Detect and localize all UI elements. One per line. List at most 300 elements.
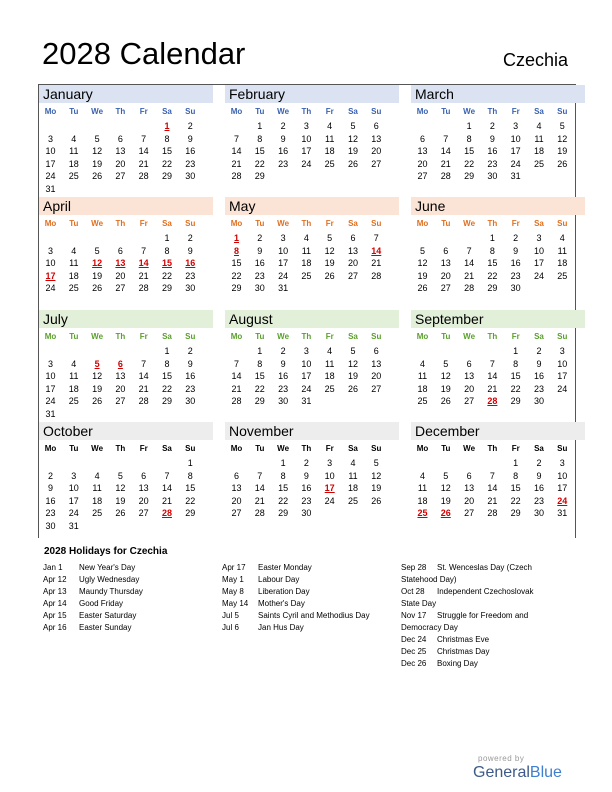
weekday-label: Fr bbox=[139, 219, 148, 228]
calendar-day: 26 bbox=[324, 270, 335, 281]
calendar-day: 22 bbox=[487, 270, 498, 281]
weekday-label: Fr bbox=[511, 444, 520, 453]
holiday-name: Easter Saturday bbox=[79, 611, 137, 620]
calendar-day: 30 bbox=[45, 521, 56, 531]
calendar-day: 14 bbox=[138, 371, 149, 382]
calendar-day: 27 bbox=[464, 396, 475, 407]
holiday-date: May 8 bbox=[222, 587, 244, 596]
calendar-day: 17 bbox=[45, 383, 56, 394]
calendar-day: 26 bbox=[557, 158, 568, 169]
calendar-day: 15 bbox=[254, 371, 265, 382]
calendar-day: 16 bbox=[278, 371, 289, 382]
holiday-entry bbox=[401, 598, 436, 610]
weekday-label: Sa bbox=[162, 219, 172, 228]
calendar-day: 21 bbox=[371, 258, 382, 269]
month-november bbox=[225, 422, 399, 534]
weekday-label: We bbox=[277, 107, 290, 116]
calendar-day: 15 bbox=[161, 371, 172, 382]
calendar-day: 19 bbox=[324, 258, 335, 269]
weekday-label: We bbox=[91, 332, 104, 341]
holiday-name: Boxing Day bbox=[437, 659, 478, 668]
weekday-label: Su bbox=[371, 107, 382, 116]
calendar-day: 23 bbox=[487, 158, 498, 169]
holiday-date: May 14 bbox=[222, 599, 249, 608]
calendar-day: 21 bbox=[161, 495, 172, 506]
calendar-day: 2 bbox=[257, 233, 263, 243]
weekday-label: Fr bbox=[511, 219, 520, 228]
calendar-day: 25 bbox=[301, 270, 312, 281]
calendar-day: 3 bbox=[559, 458, 565, 468]
calendar-day: 15 bbox=[185, 483, 196, 494]
calendar-day: 10 bbox=[510, 133, 521, 144]
month-header bbox=[225, 85, 399, 103]
calendar-day: 11 bbox=[534, 133, 544, 144]
calendar-day: 14 bbox=[440, 146, 451, 157]
month-header bbox=[39, 197, 213, 215]
calendar-day: 1 bbox=[513, 458, 519, 468]
calendar-day: 11 bbox=[69, 258, 79, 269]
calendar-day: 24 bbox=[557, 383, 568, 394]
calendar-day: 13 bbox=[464, 483, 475, 494]
calendar-day: 25 bbox=[68, 283, 79, 294]
calendar-day: 12 bbox=[371, 470, 382, 481]
calendar-day: 3 bbox=[47, 358, 53, 369]
month-name: July bbox=[43, 311, 68, 327]
calendar-day: 23 bbox=[278, 158, 289, 169]
calendar-day: 28 bbox=[371, 270, 382, 281]
holiday-name: Christmas Day bbox=[437, 647, 490, 656]
weekday-label: Mo bbox=[416, 332, 429, 341]
calendar-day: 27 bbox=[464, 508, 475, 519]
weekday-label: Fr bbox=[139, 444, 148, 453]
calendar-day: 5 bbox=[94, 133, 100, 144]
calendar-day: 18 bbox=[324, 371, 335, 382]
calendar-day: 21 bbox=[138, 383, 149, 394]
calendar-day: 14 bbox=[254, 483, 265, 494]
weekday-label: Fr bbox=[139, 107, 148, 116]
calendar-day: 25 bbox=[68, 171, 79, 182]
calendar-day: 29 bbox=[278, 508, 289, 519]
calendar-day: 22 bbox=[510, 495, 521, 506]
holiday-name: Saints Cyril and Methodius Day bbox=[258, 611, 370, 620]
weekday-label: Tu bbox=[255, 219, 265, 228]
month-name: April bbox=[43, 198, 72, 214]
month-name: May bbox=[229, 198, 256, 214]
calendar-day: 22 bbox=[161, 383, 172, 394]
calendar-day: 2 bbox=[303, 458, 309, 468]
calendar-day: 11 bbox=[69, 371, 79, 382]
calendar-day: 8 bbox=[164, 245, 170, 256]
holiday-date: Jul 5 bbox=[222, 611, 239, 620]
weekday-label: Sa bbox=[534, 219, 544, 228]
calendar-day: 30 bbox=[185, 283, 196, 294]
calendar-day: 26 bbox=[347, 158, 358, 169]
calendar-day: 11 bbox=[325, 358, 335, 369]
weekday-label: Sa bbox=[348, 332, 358, 341]
holiday-entry bbox=[401, 610, 528, 622]
holiday-name: Maundy Thursday bbox=[79, 587, 143, 596]
weekday-label: Th bbox=[487, 332, 498, 341]
calendar-day: 27 bbox=[417, 171, 428, 182]
calendar-day: 19 bbox=[371, 483, 382, 494]
weekday-label: Th bbox=[115, 444, 126, 453]
calendar-day: 10 bbox=[45, 146, 56, 157]
calendar-day: 6 bbox=[117, 133, 123, 144]
calendar-day: 19 bbox=[347, 146, 358, 157]
calendar-day: 24 bbox=[278, 270, 289, 281]
calendar-day: 5 bbox=[419, 245, 425, 256]
holiday-day: 6 bbox=[117, 358, 123, 369]
calendar-day: 15 bbox=[231, 258, 242, 269]
calendar-day: 15 bbox=[278, 483, 289, 494]
weekday-label: Th bbox=[115, 219, 126, 228]
month-name: March bbox=[415, 86, 454, 102]
weekday-label: Fr bbox=[139, 332, 148, 341]
weekday-label: Mo bbox=[44, 219, 57, 228]
month-march bbox=[411, 85, 585, 197]
calendar-day: 4 bbox=[303, 233, 309, 243]
calendar-day: 27 bbox=[115, 396, 126, 407]
calendar-grid bbox=[38, 84, 576, 538]
calendar-day: 12 bbox=[557, 133, 568, 144]
calendar-day: 16 bbox=[487, 146, 498, 157]
calendar-day: 7 bbox=[141, 358, 147, 369]
calendar-day: 13 bbox=[231, 483, 242, 494]
holiday-day: 14 bbox=[138, 258, 149, 269]
calendar-day: 24 bbox=[45, 283, 56, 294]
weekday-label: Su bbox=[185, 107, 196, 116]
calendar-day: 7 bbox=[141, 245, 147, 256]
weekday-label: Fr bbox=[325, 219, 334, 228]
calendar-day: 30 bbox=[533, 508, 544, 519]
calendar-day: 18 bbox=[417, 383, 428, 394]
calendar-day: 10 bbox=[45, 258, 56, 269]
calendar-day: 13 bbox=[417, 146, 428, 157]
calendar-day: 31 bbox=[557, 508, 568, 519]
calendar-day: 4 bbox=[71, 245, 77, 256]
weekday-label: Sa bbox=[348, 219, 358, 228]
calendar-day: 4 bbox=[419, 358, 425, 369]
calendar-day: 10 bbox=[557, 358, 568, 369]
weekday-label: Su bbox=[557, 219, 568, 228]
calendar-day: 27 bbox=[440, 283, 451, 294]
weekday-label: Tu bbox=[69, 444, 79, 453]
calendar-day: 11 bbox=[325, 133, 335, 144]
weekday-label: Mo bbox=[230, 107, 243, 116]
holiday-date: Sep 28 bbox=[401, 563, 427, 572]
calendar-day: 6 bbox=[373, 121, 379, 131]
calendar-day: 20 bbox=[464, 495, 475, 506]
calendar-day: 11 bbox=[301, 245, 312, 256]
holiday-date: Oct 28 bbox=[401, 587, 425, 596]
calendar-day: 16 bbox=[185, 146, 196, 157]
calendar-day: 16 bbox=[278, 146, 289, 157]
calendar-day: 26 bbox=[440, 396, 451, 407]
weekday-label: We bbox=[277, 332, 290, 341]
weekday-label: Mo bbox=[230, 332, 243, 341]
calendar-day: 7 bbox=[489, 358, 495, 369]
holiday-date: Dec 26 bbox=[401, 659, 427, 668]
weekday-label: Tu bbox=[255, 332, 265, 341]
calendar-day: 9 bbox=[303, 470, 309, 481]
holiday-name: St. Wenceslas Day (Czech bbox=[437, 563, 532, 572]
calendar-day: 7 bbox=[489, 470, 495, 481]
calendar-day: 9 bbox=[536, 358, 542, 369]
calendar-day: 7 bbox=[257, 470, 263, 481]
calendar-day: 14 bbox=[487, 371, 498, 382]
calendar-day: 17 bbox=[301, 146, 312, 157]
weekday-label: Su bbox=[557, 444, 568, 453]
calendar-day: 6 bbox=[141, 470, 147, 481]
holiday-name: Liberation Day bbox=[258, 587, 310, 596]
weekday-label: We bbox=[91, 107, 104, 116]
calendar-day: 30 bbox=[185, 396, 196, 407]
month-header bbox=[225, 310, 399, 328]
calendar-day: 12 bbox=[440, 483, 451, 494]
calendar-day: 18 bbox=[324, 146, 335, 157]
calendar-day: 22 bbox=[161, 158, 172, 169]
calendar-day: 16 bbox=[533, 483, 544, 494]
calendar-day: 9 bbox=[513, 245, 519, 256]
calendar-day: 1 bbox=[257, 346, 263, 356]
holiday-date: Apr 14 bbox=[43, 599, 67, 608]
calendar-day: 18 bbox=[347, 483, 358, 494]
calendar-day: 5 bbox=[350, 121, 356, 131]
holiday-name: Easter Sunday bbox=[79, 623, 132, 632]
holiday-day: 17 bbox=[45, 270, 56, 281]
month-header bbox=[225, 422, 399, 440]
calendar-day: 10 bbox=[301, 358, 312, 369]
calendar-day: 22 bbox=[231, 270, 242, 281]
holiday-day: 12 bbox=[92, 258, 103, 269]
month-header bbox=[411, 422, 585, 440]
holiday-date: Jul 6 bbox=[222, 623, 239, 632]
calendar-day: 9 bbox=[536, 470, 542, 481]
calendar-day: 4 bbox=[559, 233, 565, 243]
holiday-entry bbox=[401, 634, 489, 646]
calendar-day: 27 bbox=[115, 283, 126, 294]
country-label: Czechia bbox=[502, 50, 568, 70]
weekday-label: We bbox=[277, 444, 290, 453]
holiday-entry bbox=[401, 658, 478, 670]
calendar-day: 20 bbox=[371, 146, 382, 157]
calendar-day: 19 bbox=[92, 158, 103, 169]
calendar-day: 30 bbox=[278, 396, 289, 407]
calendar-day: 17 bbox=[278, 258, 289, 269]
calendar-day: 14 bbox=[464, 258, 475, 269]
calendar-day: 14 bbox=[138, 146, 149, 157]
holiday-day: 5 bbox=[94, 358, 100, 369]
holiday-entry bbox=[43, 622, 131, 634]
calendar-day: 5 bbox=[443, 470, 449, 481]
calendar-day: 27 bbox=[347, 270, 358, 281]
calendar-day: 10 bbox=[324, 470, 335, 481]
calendar-day: 29 bbox=[254, 396, 265, 407]
holiday-name: Statehood Day) bbox=[401, 575, 457, 584]
holiday-day: 24 bbox=[557, 495, 568, 506]
calendar-day: 16 bbox=[510, 258, 521, 269]
holiday-entry bbox=[401, 574, 457, 586]
calendar-day: 15 bbox=[510, 371, 521, 382]
calendar-day: 10 bbox=[278, 245, 289, 256]
weekday-label: Tu bbox=[69, 332, 79, 341]
weekday-label: Tu bbox=[255, 444, 265, 453]
weekday-label: Fr bbox=[511, 332, 520, 341]
calendar-day: 29 bbox=[161, 283, 172, 294]
logo-general: General bbox=[473, 764, 530, 781]
calendar-day: 30 bbox=[533, 396, 544, 407]
calendar-day: 4 bbox=[419, 470, 425, 481]
holiday-name: Good Friday bbox=[79, 599, 124, 608]
calendar-day: 12 bbox=[440, 371, 451, 382]
calendar-day: 4 bbox=[536, 121, 542, 131]
calendar-day: 19 bbox=[440, 495, 451, 506]
calendar-day: 22 bbox=[464, 158, 475, 169]
calendar-day: 28 bbox=[231, 171, 242, 182]
calendar-day: 29 bbox=[510, 508, 521, 519]
weekday-label: Mo bbox=[230, 444, 243, 453]
weekday-label: Th bbox=[301, 444, 312, 453]
calendar-day: 16 bbox=[185, 371, 196, 382]
calendar-day: 1 bbox=[513, 346, 519, 356]
calendar-day: 18 bbox=[417, 495, 428, 506]
holiday-entry bbox=[43, 562, 135, 574]
weekday-label: We bbox=[91, 444, 104, 453]
calendar-day: 26 bbox=[92, 396, 103, 407]
calendar-day: 25 bbox=[533, 158, 544, 169]
calendar-day: 31 bbox=[68, 521, 79, 531]
holiday-entry bbox=[43, 586, 143, 598]
calendar-day: 9 bbox=[187, 133, 193, 144]
calendar-day: 13 bbox=[440, 258, 451, 269]
calendar-day: 13 bbox=[138, 483, 149, 494]
holiday-name: Mother's Day bbox=[258, 599, 305, 608]
weekday-label: Tu bbox=[441, 444, 451, 453]
calendar-day: 10 bbox=[533, 245, 544, 256]
calendar-day: 27 bbox=[371, 158, 382, 169]
calendar-day: 15 bbox=[464, 146, 475, 157]
weekday-label: We bbox=[463, 219, 476, 228]
weekday-label: Su bbox=[371, 332, 382, 341]
calendar-day: 15 bbox=[510, 483, 521, 494]
calendar-day: 19 bbox=[440, 383, 451, 394]
calendar-day: 5 bbox=[373, 458, 379, 468]
weekday-label: Sa bbox=[162, 444, 172, 453]
month-header bbox=[411, 310, 585, 328]
calendar-day: 7 bbox=[233, 358, 239, 369]
weekday-label: We bbox=[277, 219, 290, 228]
weekday-label: Su bbox=[185, 444, 196, 453]
calendar-day: 21 bbox=[138, 158, 149, 169]
calendar-day: 19 bbox=[115, 495, 126, 506]
calendar-day: 19 bbox=[417, 270, 428, 281]
calendar-day: 17 bbox=[45, 158, 56, 169]
month-name: January bbox=[43, 86, 93, 102]
calendar-day: 17 bbox=[510, 146, 521, 157]
calendar-day: 18 bbox=[533, 146, 544, 157]
calendar-day: 30 bbox=[487, 171, 498, 182]
calendar-day: 7 bbox=[233, 133, 239, 144]
calendar-day: 23 bbox=[254, 270, 265, 281]
calendar-day: 28 bbox=[138, 396, 149, 407]
calendar-day: 3 bbox=[303, 121, 309, 131]
holiday-date: Nov 17 bbox=[401, 611, 427, 620]
weekday-label: Tu bbox=[441, 219, 451, 228]
calendar-day: 21 bbox=[487, 383, 498, 394]
holiday-day: 26 bbox=[440, 508, 451, 519]
calendar-day: 28 bbox=[487, 508, 498, 519]
weekday-label: Sa bbox=[348, 107, 358, 116]
weekday-label: Th bbox=[115, 107, 126, 116]
calendar-day: 12 bbox=[92, 371, 103, 382]
calendar-day: 1 bbox=[257, 121, 263, 131]
calendar-day: 26 bbox=[92, 283, 103, 294]
calendar-day: 3 bbox=[536, 233, 542, 243]
holiday-date: Apr 16 bbox=[43, 623, 67, 632]
holiday-date: Dec 25 bbox=[401, 647, 427, 656]
weekday-label: Tu bbox=[69, 219, 79, 228]
calendar-day: 23 bbox=[45, 508, 56, 519]
calendar-day: 20 bbox=[115, 383, 126, 394]
calendar-day: 2 bbox=[489, 121, 495, 131]
month-name: November bbox=[229, 423, 294, 439]
calendar-day: 20 bbox=[464, 383, 475, 394]
month-header bbox=[411, 85, 585, 103]
weekday-label: Mo bbox=[44, 332, 57, 341]
calendar-day: 10 bbox=[45, 371, 56, 382]
calendar-day: 1 bbox=[466, 121, 472, 131]
calendar-day: 20 bbox=[115, 158, 126, 169]
calendar-day: 8 bbox=[164, 358, 170, 369]
calendar-day: 4 bbox=[71, 133, 77, 144]
calendar-day: 20 bbox=[231, 495, 242, 506]
calendar-day: 3 bbox=[47, 133, 53, 144]
calendar-day: 15 bbox=[254, 146, 265, 157]
calendar-day: 29 bbox=[161, 396, 172, 407]
month-february bbox=[225, 85, 399, 197]
month-name: October bbox=[43, 423, 93, 439]
month-name: February bbox=[229, 86, 286, 102]
calendar-day: 30 bbox=[254, 283, 265, 294]
calendar-day: 12 bbox=[417, 258, 428, 269]
calendar-day: 31 bbox=[510, 171, 521, 182]
calendar-day: 2 bbox=[47, 470, 53, 481]
weekday-label: Th bbox=[301, 219, 312, 228]
calendar-day: 27 bbox=[371, 383, 382, 394]
calendar-day: 29 bbox=[185, 508, 196, 519]
weekday-label: Sa bbox=[162, 332, 172, 341]
calendar-day: 5 bbox=[327, 233, 333, 243]
calendar-day: 24 bbox=[510, 158, 521, 169]
weekday-label: Sa bbox=[348, 444, 358, 453]
holiday-day: 28 bbox=[161, 508, 172, 519]
holiday-name: New Year's Day bbox=[79, 563, 136, 572]
calendar-day: 3 bbox=[559, 346, 565, 356]
holiday-entry bbox=[222, 562, 312, 574]
generalblue-logo bbox=[473, 764, 562, 782]
holiday-day: 17 bbox=[324, 483, 335, 494]
holiday-entry bbox=[222, 586, 310, 598]
calendar-day: 30 bbox=[185, 171, 196, 182]
calendar-day: 20 bbox=[138, 495, 149, 506]
calendar-day: 28 bbox=[231, 396, 242, 407]
holiday-name: Ugly Wednesday bbox=[79, 575, 140, 584]
holiday-date: Apr 17 bbox=[222, 563, 246, 572]
calendar-day: 5 bbox=[443, 358, 449, 369]
holiday-name: Easter Monday bbox=[258, 563, 312, 572]
calendar-day: 24 bbox=[324, 495, 335, 506]
calendar-day: 3 bbox=[280, 233, 286, 243]
